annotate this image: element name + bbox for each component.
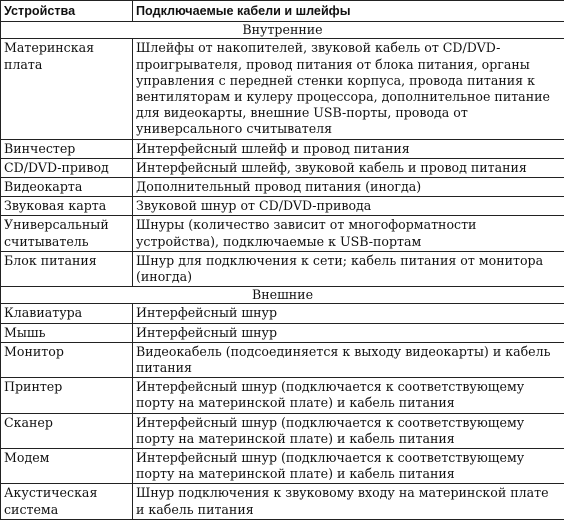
device-cell: Сканер	[1, 413, 133, 448]
section-header-row	[1, 287, 564, 304]
cables-cell: Шлейфы от накопителей, звуковой кабель от CD/DVD-проигрывателя, провод питания от блока питания, органы управления с передней стенки корпуса, провода питания к вентиляторам и кулеру процессора, дополнительное питание для видеокарты, внешние USB-порты, провода от универсального считывателя	[133, 39, 564, 139]
section-header-row	[1, 22, 564, 39]
cables-cell: Интерфейсный шнур	[133, 304, 564, 323]
cables-cell: Интерфейсный шнур (подключается к соответствующему порту на материнской плате) и кабель питания	[133, 449, 564, 484]
device-cell: Мышь	[1, 323, 133, 342]
cables-cell: Интерфейсный шлейф и провод питания	[133, 139, 564, 158]
cables-cell: Шнур для подключения к сети; кабель питания от монитора (иногда)	[133, 251, 564, 286]
device-cell: Материнская плата	[1, 39, 133, 139]
cables-cell: Интерфейсный шнур (подключается к соответствующему порту на материнской плате) и кабель питания	[133, 378, 564, 413]
table-row	[1, 378, 564, 413]
section-title: Внутренние	[1, 22, 564, 39]
device-cell: Модем	[1, 449, 133, 484]
device-cell: Монитор	[1, 342, 133, 377]
table-row	[1, 178, 564, 197]
table-row	[1, 158, 564, 177]
header-devices: Устройства	[1, 1, 133, 22]
table-row	[1, 139, 564, 158]
device-cell: Клавиатура	[1, 304, 133, 323]
table-row	[1, 251, 564, 286]
table-body	[1, 22, 564, 520]
cables-cell: Шнур подключения к звуковому входу на материнской плате и кабель питания	[133, 484, 564, 519]
table-row	[1, 197, 564, 216]
device-cell: Винчестер	[1, 139, 133, 158]
device-cell: Универсальный считыватель	[1, 216, 133, 251]
cables-cell: Интерфейсный шнур	[133, 323, 564, 342]
table-row	[1, 216, 564, 251]
device-cell: Принтер	[1, 378, 133, 413]
table-row	[1, 484, 564, 519]
device-cell: Звуковая карта	[1, 197, 133, 216]
table-row	[1, 304, 564, 323]
cables-cell: Видеокабель (подсоединяется к выходу видеокарты) и кабель питания	[133, 342, 564, 377]
header-cables: Подключаемые кабели и шлейфы	[133, 1, 564, 22]
device-cell: Видеокарта	[1, 178, 133, 197]
table-row	[1, 39, 564, 139]
cables-cell: Шнуры (количество зависит от многоформатности устройства), подключаемые к USB-портам	[133, 216, 564, 251]
device-cell: Акустическая система	[1, 484, 133, 519]
cables-cell: Звуковой шнур от CD/DVD-привода	[133, 197, 564, 216]
table-row	[1, 323, 564, 342]
cables-cell: Дополнительный провод питания (иногда)	[133, 178, 564, 197]
header-row	[1, 1, 564, 22]
table-row	[1, 449, 564, 484]
section-title: Внешние	[1, 287, 564, 304]
device-cell: Блок питания	[1, 251, 133, 286]
table-row	[1, 413, 564, 448]
device-cell: CD/DVD-привод	[1, 158, 133, 177]
cables-cell: Интерфейсный шнур (подключается к соответствующему порту на материнской плате) и кабель питания	[133, 413, 564, 448]
cables-cell: Интерфейсный шлейф, звуковой кабель и провод питания	[133, 158, 564, 177]
table-row	[1, 342, 564, 377]
